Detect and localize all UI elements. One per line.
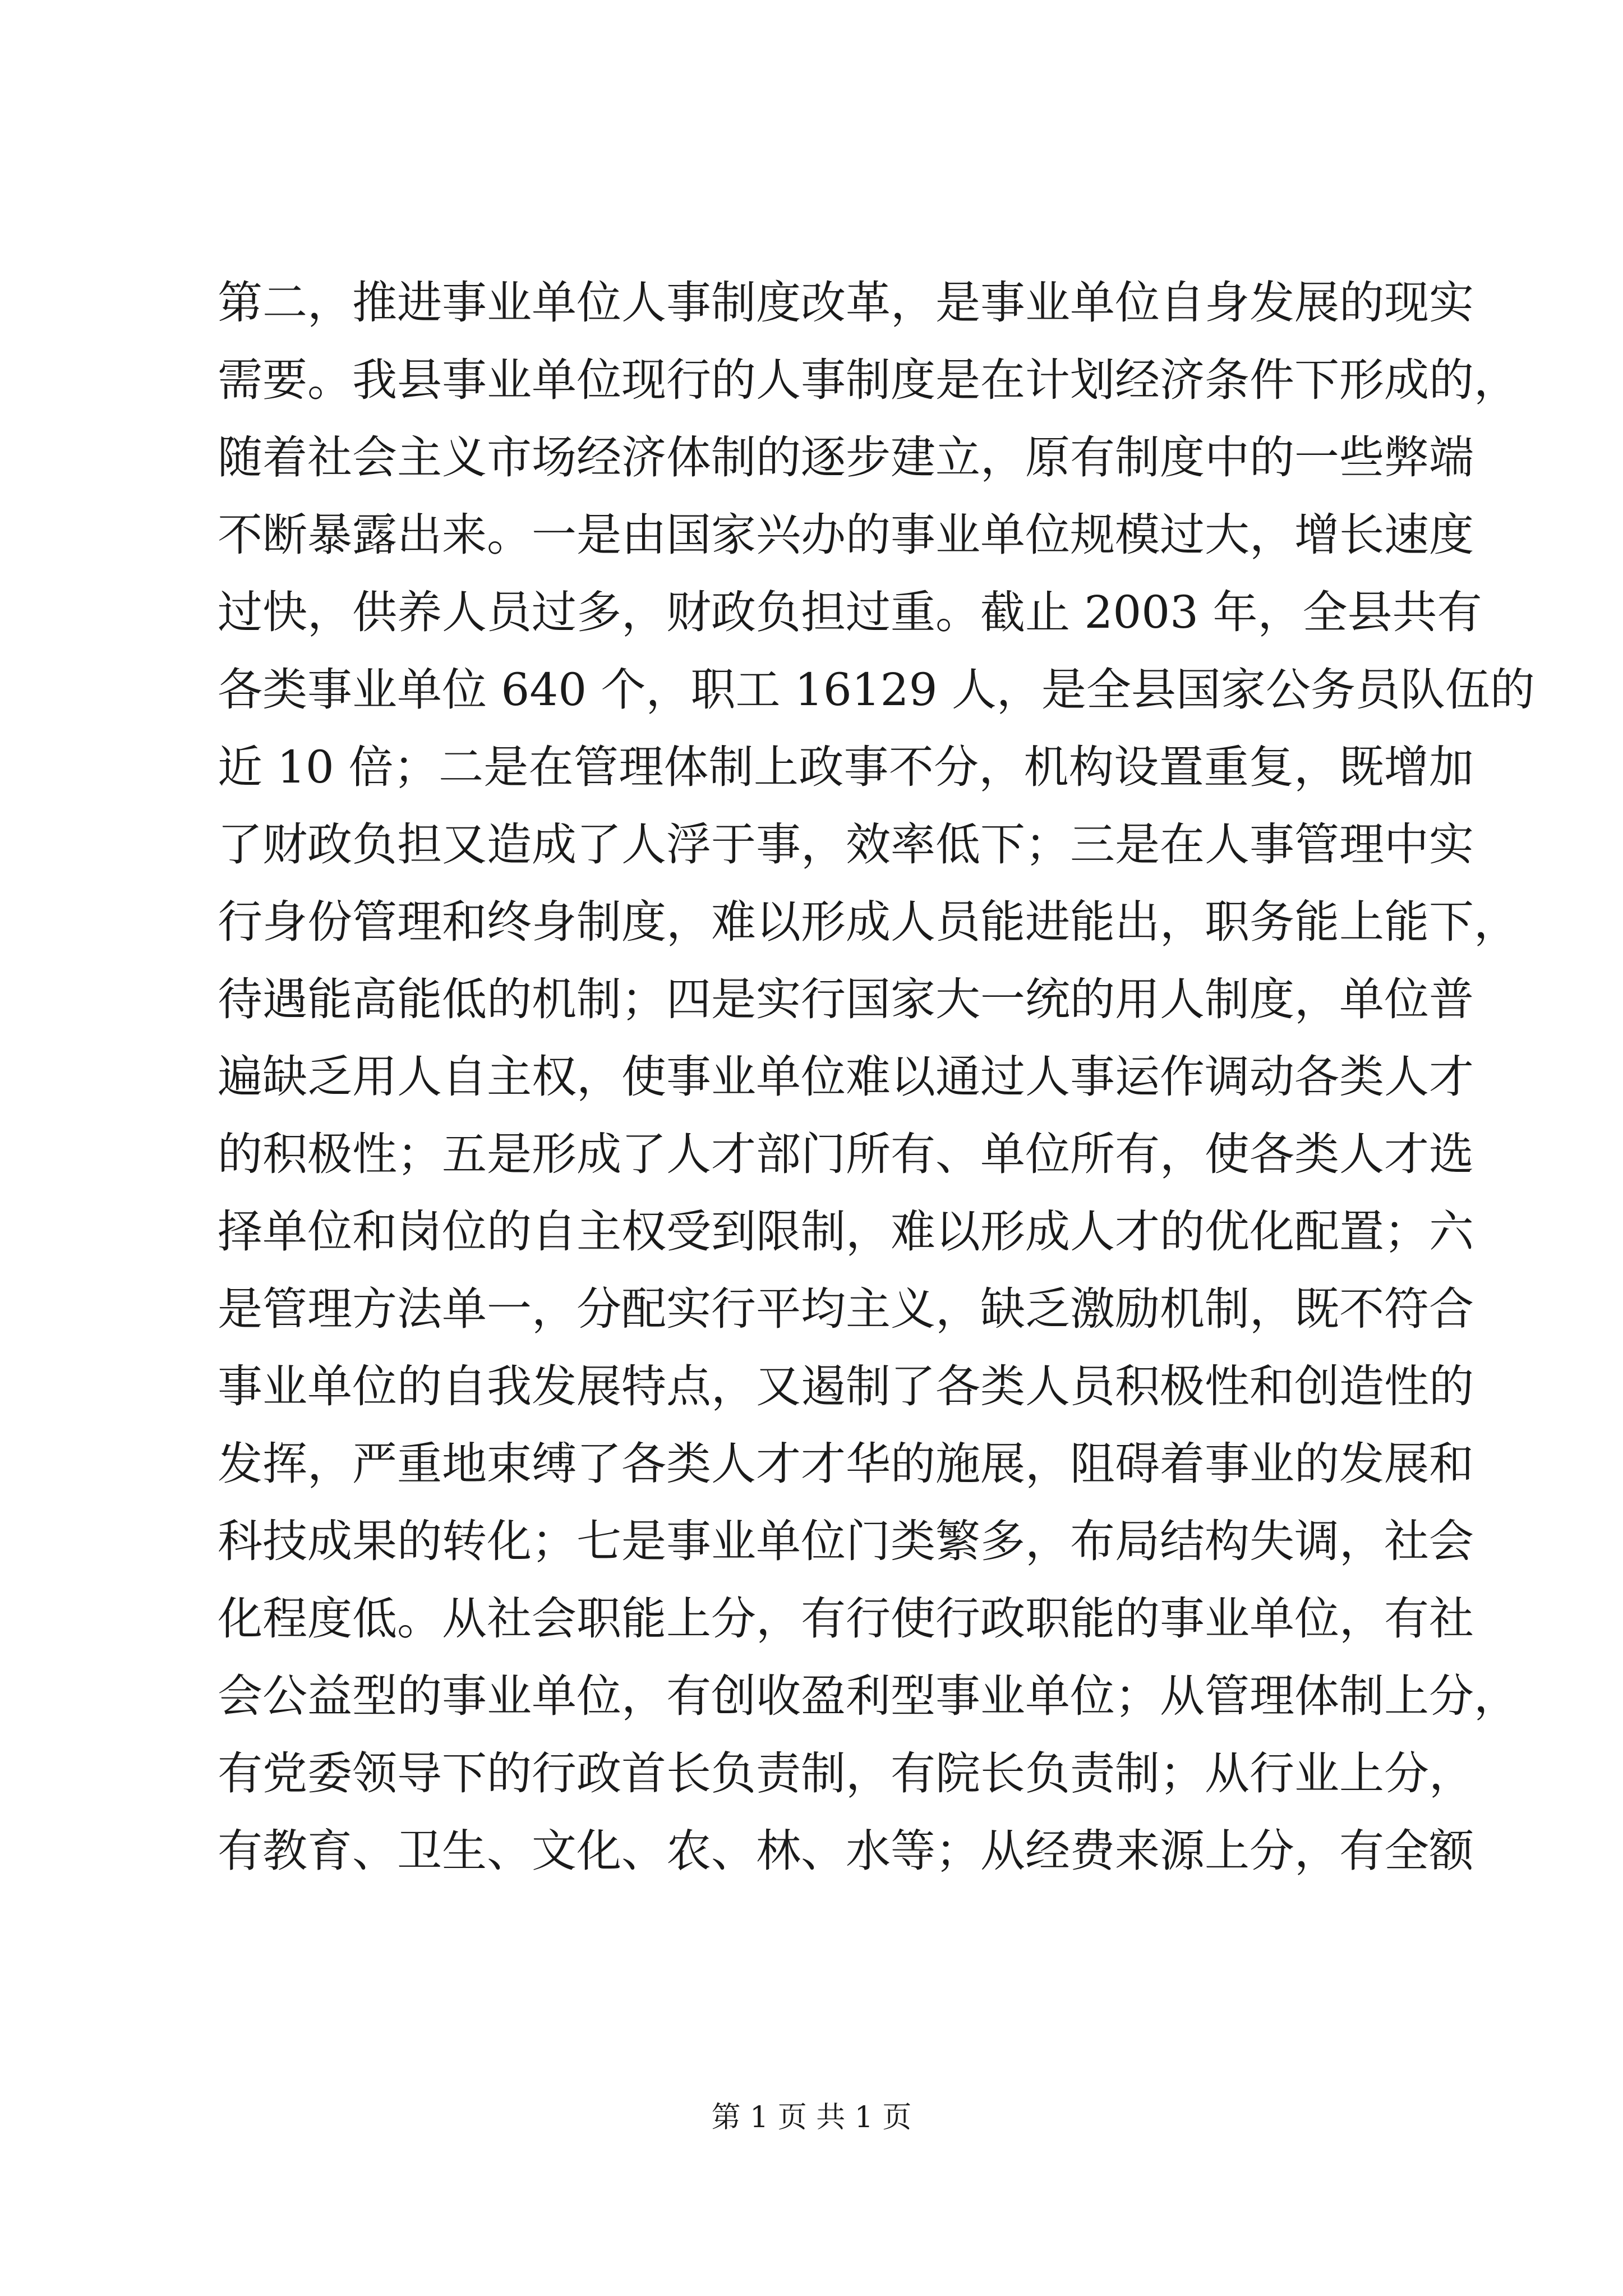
- text-line: 科技成果的转化；七是事业单位门类繁多，布局结构失调，社会: [218, 1515, 1474, 1567]
- text-line: 了财政负担又造成了人浮于事，效率低下；三是在人事管理中实: [218, 818, 1474, 871]
- text-line: 遍缺乏用人自主权，使事业单位难以通过人事运作调动各类人才: [218, 1051, 1474, 1103]
- text-line: 近 10 倍；二是在管理体制上政事不分，机构设置重复，既增加: [218, 741, 1474, 793]
- text-line: 化程度低。从社会职能上分，有行使行政职能的事业单位，有社: [218, 1593, 1474, 1645]
- text-line: 发挥，严重地束缚了各类人才才华的施展，阻碍着事业的发展和: [218, 1438, 1474, 1490]
- text-line: 过快，供养人员过多，财政负担过重。截止 2003 年，全县共有: [218, 586, 1482, 638]
- text-line: 择单位和岗位的自主权受到限制，难以形成人才的优化配置；六: [218, 1205, 1474, 1258]
- page-number-footer: 第 1 页 共 1 页: [711, 2101, 912, 2134]
- text-line: 是管理方法单一，分配实行平均主义，缺乏激励机制，既不符合: [218, 1283, 1474, 1335]
- text-line: 有党委领导下的行政首长负责制，有院长负责制；从行业上分，: [218, 1747, 1474, 1800]
- text-line: 第二，推进事业单位人事制度改革，是事业单位自身发展的现实: [218, 277, 1474, 329]
- text-line: 随着社会主义市场经济体制的逐步建立，原有制度中的一些弊端: [218, 431, 1474, 484]
- text-line: 事业单位的自我发展特点，又遏制了各类人员积极性和创造性的: [218, 1360, 1474, 1412]
- text-line: 会公益型的事业单位，有创收盈利型事业单位；从管理体制上分，: [218, 1670, 1519, 1722]
- body-paragraph: [218, 264, 1535, 1890]
- text-line: 行身份管理和终身制度，难以形成人员能进能出，职务能上能下，: [218, 896, 1519, 948]
- text-line: 的积极性；五是形成了人才部门所有、单位所有，使各类人才选: [218, 1128, 1474, 1180]
- text-line: 需要。我县事业单位现行的人事制度是在计划经济条件下形成的，: [218, 354, 1519, 406]
- text-line: 有教育、卫生、文化、农、林、水等；从经费来源上分，有全额: [218, 1825, 1474, 1877]
- text-line: 各类事业单位 640 个，职工 16129 人，是全县国家公务员队伍的: [218, 664, 1535, 716]
- text-line: 待遇能高能低的机制；四是实行国家大一统的用人制度，单位普: [218, 973, 1474, 1025]
- text-line: 不断暴露出来。一是由国家兴办的事业单位规模过大，增长速度: [218, 509, 1474, 561]
